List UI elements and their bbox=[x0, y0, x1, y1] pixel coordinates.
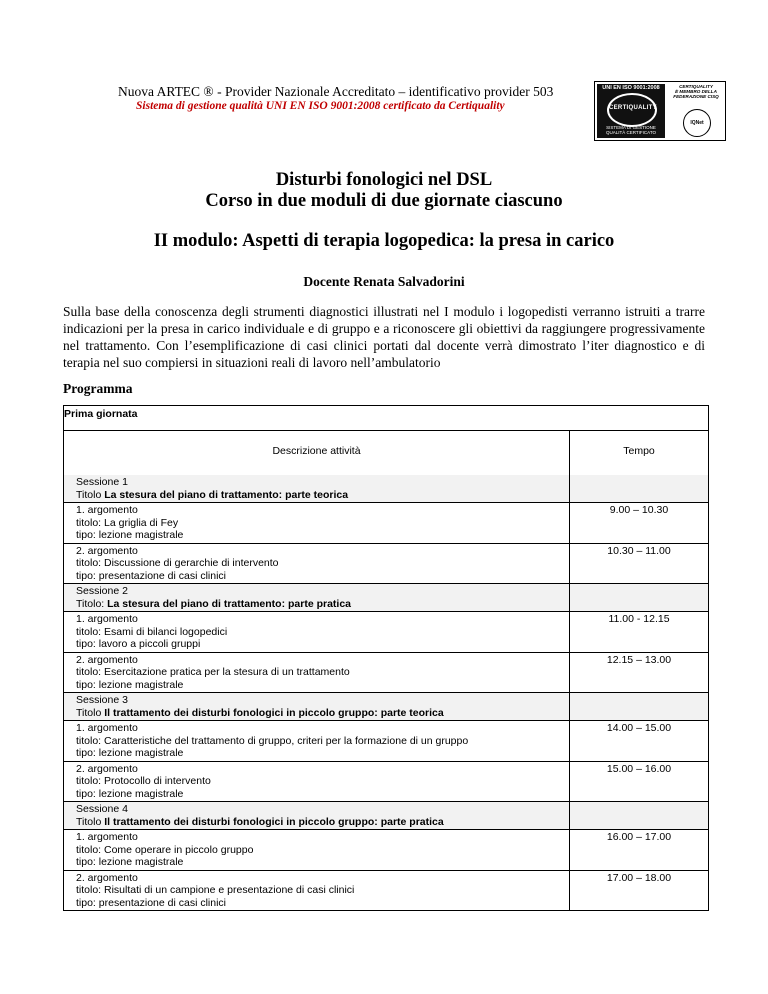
session-cell bbox=[64, 693, 569, 720]
activity-time: 9.00 – 10.30 bbox=[569, 503, 708, 543]
session-time-cell bbox=[569, 475, 708, 502]
session-title bbox=[76, 489, 557, 502]
badge-subtitle bbox=[597, 125, 665, 135]
session-title bbox=[76, 707, 557, 720]
session-title-text: Il trattamento dei disturbi fonologici in piccolo gruppo: parte pratica bbox=[104, 815, 444, 828]
activity-title: titolo: La griglia di Fey bbox=[76, 516, 179, 529]
session-row bbox=[64, 801, 708, 829]
schedule-table bbox=[63, 405, 709, 911]
day-header: Prima giornata bbox=[64, 408, 138, 420]
table-row bbox=[64, 720, 708, 761]
activity-cell bbox=[64, 721, 569, 761]
session-cell bbox=[64, 475, 569, 502]
session-row bbox=[64, 692, 708, 720]
cisq-line1: CERTIQUALITY bbox=[679, 84, 713, 89]
activity-number: 1. argomento bbox=[76, 831, 138, 843]
certiquality-badge bbox=[597, 84, 665, 138]
badge-subtitle-line2: QUALITÀ CERTIFICATO bbox=[605, 130, 656, 135]
session-row bbox=[64, 583, 708, 611]
certiquality-logo bbox=[594, 81, 726, 141]
activity-number: 2. argomento bbox=[76, 762, 138, 775]
session-title bbox=[76, 598, 557, 611]
activity-type: tipo: lavoro a piccoli gruppi bbox=[76, 638, 201, 650]
activity-title: titolo: Risultati di un campione e presentazione di casi clinici bbox=[76, 884, 355, 896]
activity-cell bbox=[64, 544, 569, 584]
activity-time: 17.00 – 18.00 bbox=[569, 871, 708, 911]
certiquality-seal-icon bbox=[607, 93, 657, 127]
programme-heading: Programma bbox=[63, 381, 133, 396]
activity-title: titolo: Protocollo di intervento bbox=[76, 775, 211, 787]
badge-subtitle-line1: SISTEMA DI GESTIONE bbox=[606, 125, 656, 130]
table-row bbox=[64, 870, 708, 911]
activity-type: tipo: lezione magistrale bbox=[76, 529, 184, 541]
session-label: Sessione 4 bbox=[76, 803, 128, 815]
activity-cell bbox=[64, 762, 569, 802]
session-title-text: La stesura del piano di trattamento: parte teorica bbox=[104, 488, 349, 501]
cisq-line2: È MEMBRO DELLA bbox=[675, 89, 717, 95]
course-title: Disturbi fonologici nel DSL bbox=[275, 170, 493, 190]
column-header-description: Descrizione attività bbox=[272, 445, 361, 457]
activity-time: 15.00 – 16.00 bbox=[569, 762, 708, 802]
activity-time: 14.00 – 15.00 bbox=[569, 721, 708, 761]
session-label: Sessione 1 bbox=[76, 476, 128, 488]
activity-cell bbox=[64, 653, 569, 693]
module-title: II modulo: Aspetti di terapia logopedica: la presa in carico bbox=[153, 231, 615, 251]
activity-number: 2. argomento bbox=[76, 653, 138, 666]
activity-title: titolo: Esami di bilanci logopedici bbox=[76, 625, 228, 638]
activity-type: tipo: lezione magistrale bbox=[76, 856, 184, 868]
session-title-prefix: Titolo: bbox=[76, 597, 108, 610]
cisq-line3: FEDERAZIONE CISQ bbox=[673, 94, 719, 100]
table-row bbox=[64, 502, 708, 543]
activity-time: 11.00 - 12.15 bbox=[569, 612, 708, 652]
course-subtitle: Corso in due moduli di due giornate ciascuno bbox=[205, 191, 563, 211]
session-time-cell bbox=[569, 584, 708, 611]
activity-cell bbox=[64, 871, 569, 911]
activity-number: 2. argomento bbox=[76, 544, 138, 557]
activity-number: 1. argomento bbox=[76, 504, 138, 516]
session-row bbox=[64, 475, 708, 502]
session-title-text: La stesura del piano di trattamento: parte pratica bbox=[107, 597, 352, 610]
activity-cell bbox=[64, 503, 569, 543]
seal-brand-text: CERTIQUALITY bbox=[609, 105, 657, 111]
intro-paragraph: Sulla base della conoscenza degli strumenti diagnostici illustrati nel I modulo i logopedisti verranno istruiti a trarre indicazioni per la presa in carico individuale e di gruppo e a riconoscere gli obiettivi da raggiungere progressivamente nel trattamento. Con l’esemplificazione di casi clinici portati dal docente verrà dimostrato l’iter diagnostico e di terapia nel suo compiersi in situazioni reali di lavoro nell’ambulatorio bbox=[63, 304, 705, 370]
activity-type: tipo: presentazione di casi clinici bbox=[76, 896, 226, 909]
table-row bbox=[64, 611, 708, 652]
activity-type: tipo: lezione magistrale bbox=[76, 678, 184, 691]
iso-standard-label: UNI EN ISO 9001:2008 bbox=[602, 85, 660, 91]
cisq-membership bbox=[669, 84, 723, 138]
session-title-prefix: Titolo bbox=[76, 815, 105, 828]
teacher-name: Docente Renata Salvadorini bbox=[303, 274, 465, 289]
activity-title: titolo: Come operare in piccolo gruppo bbox=[76, 843, 254, 856]
session-title-text: Il trattamento dei disturbi fonologici in piccolo gruppo: parte teorica bbox=[104, 706, 444, 719]
activity-type: tipo: presentazione di casi clinici bbox=[76, 569, 226, 582]
activity-type: tipo: lezione magistrale bbox=[76, 787, 184, 800]
activity-title: titolo: Caratteristiche del trattamento di gruppo, criteri per la formazione di un gruppo bbox=[76, 734, 469, 747]
session-time-cell bbox=[569, 693, 708, 720]
table-header-row bbox=[64, 430, 708, 475]
session-cell bbox=[64, 802, 569, 829]
table-body bbox=[64, 475, 708, 910]
session-title bbox=[76, 816, 557, 829]
activity-time: 10.30 – 11.00 bbox=[569, 544, 708, 584]
activity-type: tipo: lezione magistrale bbox=[76, 747, 184, 759]
provider-header: Nuova ARTEC ® - Provider Nazionale Accreditato – identificativo provider 503 bbox=[118, 84, 554, 99]
session-title-prefix: Titolo bbox=[76, 706, 105, 719]
activity-title: titolo: Discussione di gerarchie di intervento bbox=[76, 557, 279, 569]
session-time-cell bbox=[569, 802, 708, 829]
table-row bbox=[64, 761, 708, 802]
activity-title: titolo: Esercitazione pratica per la stesura di un trattamento bbox=[76, 666, 350, 678]
activity-number: 2. argomento bbox=[76, 871, 138, 884]
table-row bbox=[64, 543, 708, 584]
activity-number: 1. argomento bbox=[76, 722, 138, 734]
activity-time: 12.15 – 13.00 bbox=[569, 653, 708, 693]
iqnet-icon: IQNet bbox=[683, 109, 711, 137]
activity-cell bbox=[64, 612, 569, 652]
column-header-time: Tempo bbox=[569, 431, 708, 475]
session-cell bbox=[64, 584, 569, 611]
table-row bbox=[64, 652, 708, 693]
session-title-prefix: Titolo bbox=[76, 488, 105, 501]
quality-certification-note: Sistema di gestione qualità UNI EN ISO 9001:2008 certificato da Certiquality bbox=[136, 100, 505, 112]
activity-number: 1. argomento bbox=[76, 613, 138, 625]
session-label: Sessione 3 bbox=[76, 694, 128, 706]
session-label: Sessione 2 bbox=[76, 585, 128, 597]
activity-cell bbox=[64, 830, 569, 870]
activity-time: 16.00 – 17.00 bbox=[569, 830, 708, 870]
table-row bbox=[64, 829, 708, 870]
